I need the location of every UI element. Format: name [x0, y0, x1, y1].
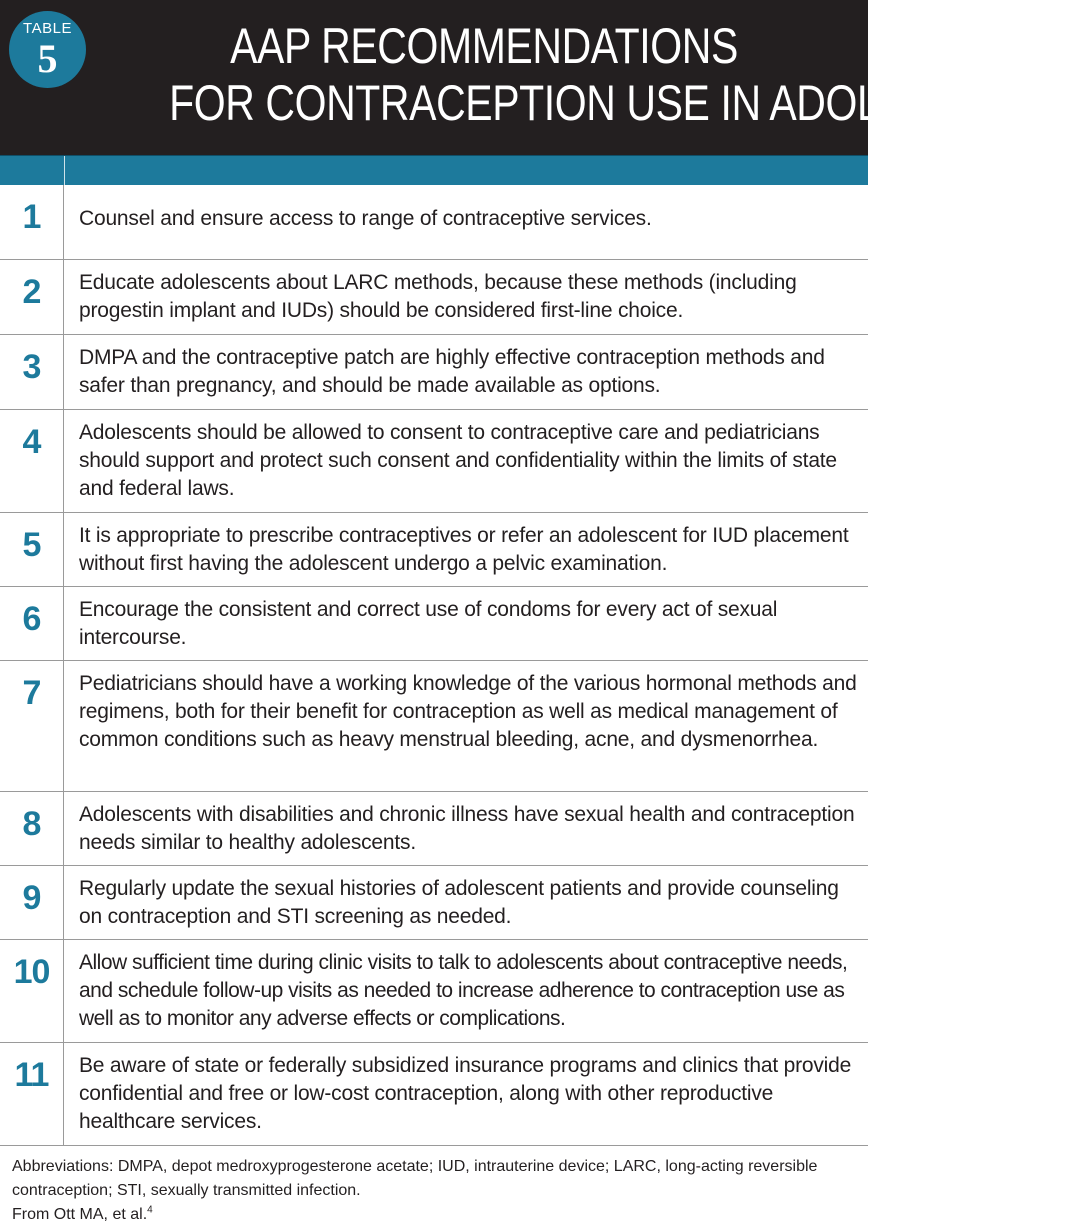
row-text: DMPA and the contraceptive patch are highly effective contraception methods and safer than pregnancy, and should be made available as options. — [79, 346, 825, 397]
row-number: 11 — [0, 1043, 64, 1145]
header-accent-bar — [0, 155, 868, 185]
row-number: 1 — [0, 185, 64, 259]
table-footer — [0, 1146, 868, 1227]
row-number: 4 — [0, 410, 64, 512]
row-number: 8 — [0, 792, 64, 865]
source-citation — [12, 1203, 862, 1227]
row-number: 3 — [0, 335, 64, 409]
row-number: 7 — [0, 661, 64, 791]
row-text: Allow sufficient time during clinic visits to talk to adolescents about contraceptive needs, and schedule follow-up visits as needed to increase adherence to contraception use as well as to monitor any adverse effects or complications. — [79, 951, 848, 1030]
recommendations-table — [0, 185, 868, 1146]
table-row — [0, 259, 868, 334]
table-row — [0, 409, 868, 512]
row-number: 5 — [0, 513, 64, 586]
source-text: From Ott MA, et al. — [12, 1206, 148, 1223]
table-row — [0, 865, 868, 939]
row-text: Counsel and ensure access to range of contraceptive services. — [79, 207, 652, 230]
row-text: Pediatricians should have a working knowledge of the various hormonal methods and regimens, both for their benefit for contraception as well as medical management of common conditions such as heavy menstrual bleeding, acne, and dysmenorrhea. — [79, 672, 857, 751]
table-row — [0, 512, 868, 586]
table-row — [0, 660, 868, 791]
row-text: Adolescents should be allowed to consent to contraceptive care and pediatricians should support and protect such consent and confidentiality within the limits of state and federal laws. — [79, 421, 837, 500]
row-text: Adolescents with disabilities and chronic illness have sexual health and contraception needs similar to healthy adolescents. — [79, 803, 855, 854]
abbreviations-note: Abbreviations: DMPA, depot medroxyprogesterone acetate; IUD, intrauterine device; LARC, long-acting reversible contraception; STI, sexually transmitted infection. — [12, 1158, 818, 1199]
row-text: It is appropriate to prescribe contraceptives or refer an adolescent for IUD placement without first having the adolescent undergo a pelvic examination. — [79, 524, 849, 575]
row-text: Regularly update the sexual histories of adolescent patients and provide counseling on contraception and STI screening as needed. — [79, 877, 839, 928]
row-number: 9 — [0, 866, 64, 939]
badge-label: TABLE — [23, 20, 72, 37]
table-row — [0, 586, 868, 660]
table-row — [0, 334, 868, 409]
table-number-badge — [9, 11, 86, 88]
table-row — [0, 939, 868, 1042]
row-number: 10 — [0, 940, 64, 1042]
title-line-1: AAP RECOMMENDATIONS — [230, 18, 738, 74]
row-text: Be aware of state or federally subsidized insurance programs and clinics that provide confidential and free or low-cost contraception, along with other reproductive healthcare services. — [79, 1054, 852, 1133]
table-row — [0, 1042, 868, 1145]
table-row — [0, 185, 868, 259]
table-row — [0, 791, 868, 865]
badge-number: 5 — [37, 36, 58, 81]
row-number: 6 — [0, 587, 64, 660]
table-header — [0, 0, 1070, 155]
row-number: 2 — [0, 260, 64, 334]
source-reference: 4 — [147, 1204, 153, 1216]
table-title — [169, 18, 1070, 132]
title-line-2: FOR CONTRACEPTION USE IN ADOLESCENTS — [169, 75, 1070, 131]
row-text: Educate adolescents about LARC methods, because these methods (including progestin implant and IUDs) should be considered first-line choice. — [79, 271, 797, 322]
row-text: Encourage the consistent and correct use of condoms for every act of sexual intercourse. — [79, 598, 778, 649]
